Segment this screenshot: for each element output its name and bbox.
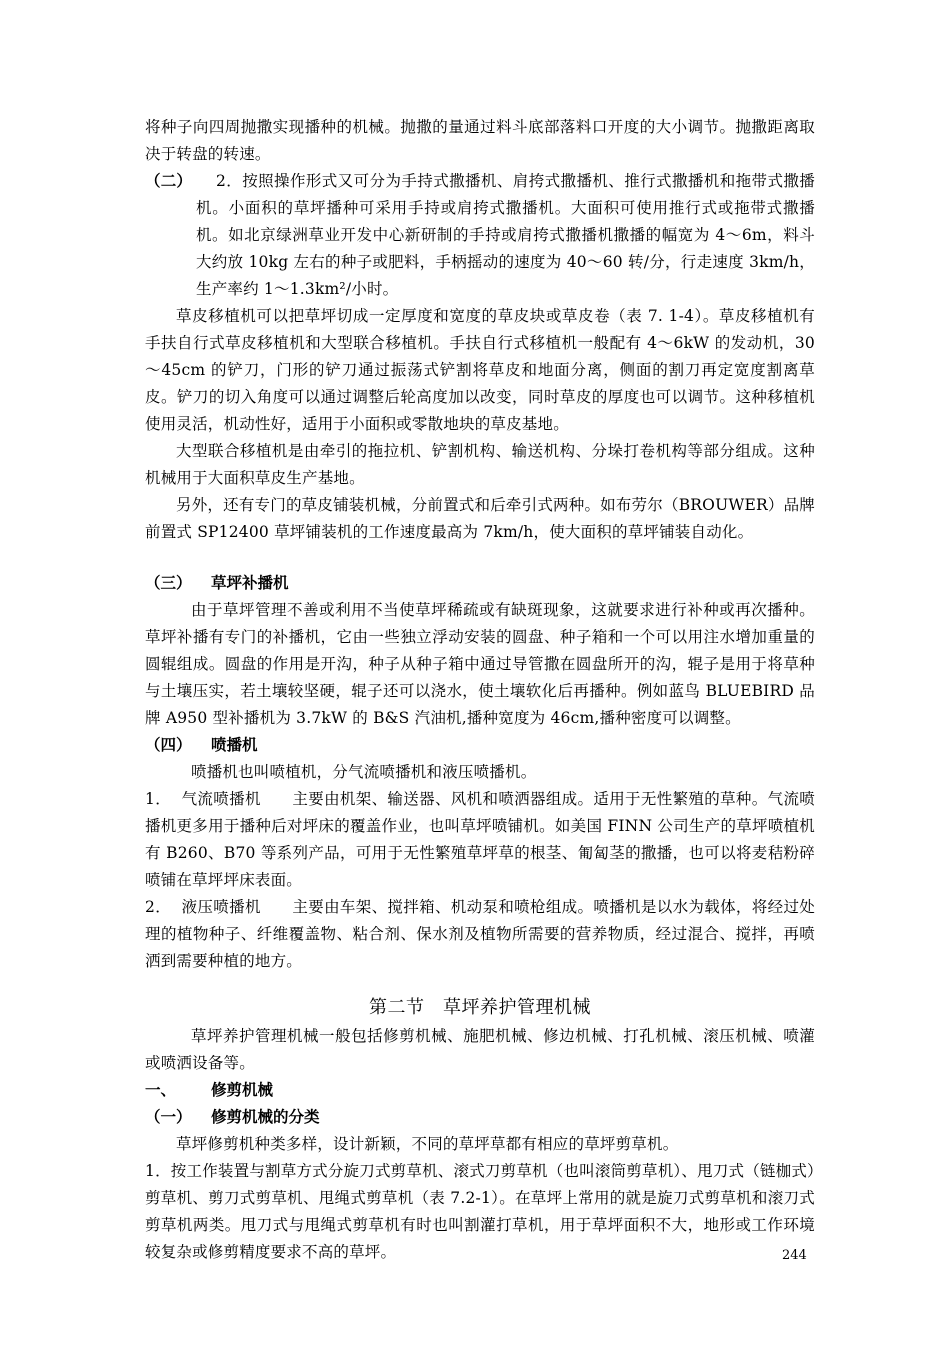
paragraph-sod-laying: 另外，还有专门的草皮铺装机械，分前置式和后牵引式两种。如布劳尔（BROUWER）品牌前置式 SP12400 草坪铺装机的工作速度最高为 7km/h，使大面积的草坪铺装自动化。 [145,496,815,541]
heading-mowing [145,1077,815,1104]
paragraph-hydroseeder-intro: 喷播机也叫喷植机，分气流喷播机和液压喷播机。 [191,763,537,781]
heading-number: 一、 [145,1081,177,1099]
heading-number: （一） [145,1108,192,1126]
paragraph-operation-types-text: 2．按照操作形式又可分为手持式撒播机、肩挎式撒播机、推行式撒播机和拖带式撒播机。小面积的草坪播种可采用手持或肩挎式撒播机。大面积可使用推行式或拖带式撒播机。如北京绿洲草业开发中心新研制的手持或肩挎式撒播机撒播的幅宽为 4～6m，料斗大约放 10kg 左右的种子或肥料，手柄摇动的速度为 40～60 转/分，行走速度 3km/h，生产率约 1～1.3km²/小时。 [196,172,815,298]
paragraph-spreader-throw: 将种子向四周抛撒实现播种的机械。抛撒的量通过料斗底部落料口开度的大小调节。抛撒距离取决于转盘的转速。 [145,118,815,163]
heading-hydroseeder [145,732,815,759]
paragraph-mower-types: 1．按工作装置与割草方式分旋刀式剪草机、滚式刀剪草机（也叫滚筒剪草机）、甩刀式（链枷式）剪草机、剪刀式剪草机、甩绳式剪草机（表 7.2-1）。在草坪上常用的就是旋刀式剪草机和滚刀式剪草机两类。甩刀式与甩绳式剪草机有时也叫割灌打草机，用于草坪面积不大，地形或工作环境较复杂或修剪精度要求不高的草坪。 [145,1162,815,1261]
heading-number: （四） [145,736,192,754]
heading-text: 修剪机械 [211,1081,274,1099]
page-content [145,114,815,1266]
paragraph-pneumatic-seeder: 1． 气流喷播机 主要由机架、输送器、风机和喷洒器组成。适用于无性繁殖的草种。气流喷播机更多用于播种后对坪床的覆盖作业，也叫草坪喷铺机。如美国 FINN 公司生产的草坪喷植机有 B260、B70 等系列产品，可用于无性繁殖草坪草的根茎、匍匐茎的撒播，也可以将麦秸粉碎喷铺在草坪坪床表面。 [145,790,815,889]
paragraph-maintenance-intro: 草坪养护管理机械一般包括修剪机械、施肥机械、修边机械、打孔机械、滚压机械、喷灌或喷洒设备等。 [145,1027,815,1072]
paragraph-operation-types [145,168,815,303]
heading-overseeder [145,570,815,597]
paragraph-hydraulic-seeder: 2． 液压喷播机 主要由车架、搅拌箱、机动泵和喷枪组成。喷播机是以水为载体，将经过处理的植物种子、纤维覆盖物、粘合剂、保水剂及植物所需要的营养物质，经过混合、搅拌，再喷洒到需要种植的地方。 [145,898,815,970]
paragraph-sod-cutter: 草皮移植机可以把草坪切成一定厚度和宽度的草皮块或草皮卷（表 7. 1-4）。草皮移植机有手扶自行式草皮移植机和大型联合移植机。手扶自行式移植机一般配有 4～6kW 的发动机，30～45cm 的铲刀，门形的铲刀通过振荡式铲割将草皮和地面分离，侧面的割刀再定宽度割离草皮。铲刀的切入角度可以通过调整后轮高度加以改变，同时草皮的厚度也可以调节。这种移植机使用灵活，机动性好，适用于小面积或零散地块的草皮基地。 [145,307,815,433]
paragraph-mower-variety: 草坪修剪机种类多样，设计新颖，不同的草坪草都有相应的草坪剪草机。 [176,1135,679,1153]
page-number: 244 [782,1248,807,1263]
heading-text: 草坪补播机 [211,574,289,592]
heading-text: 喷播机 [211,736,258,754]
heading-text: 修剪机械的分类 [211,1108,320,1126]
item-marker: （二） [145,172,193,190]
section-title: 第二节 草坪养护管理机械 [369,997,591,1018]
heading-mower-classification [145,1104,815,1131]
heading-number: （三） [145,574,192,592]
paragraph-overseeder: 由于草坪管理不善或利用不当使草坪稀疏或有缺斑现象，这就要求进行补种或再次播种。草坪补播有专门的补播机，它由一些独立浮动安装的圆盘、种子箱和一个可以用注水增加重量的圆辊组成。圆盘的作用是开沟，种子从种子箱中通过导管撒在圆盘所开的沟，辊子是用于将草种与土壤压实，若土壤较坚硬，辊子还可以浇水，使土壤软化后再播种。例如蓝鸟 BLUEBIRD 品牌 A950 型补播机为 3.7kW 的 B&S 汽油机,播种宽度为 46cm,播种密度可以调整。 [145,601,815,727]
paragraph-combined-transplanter: 大型联合移植机是由牵引的拖拉机、铲割机构、输送机构、分垛打卷机构等部分组成。这种机械用于大面积草皮生产基地。 [145,442,815,487]
